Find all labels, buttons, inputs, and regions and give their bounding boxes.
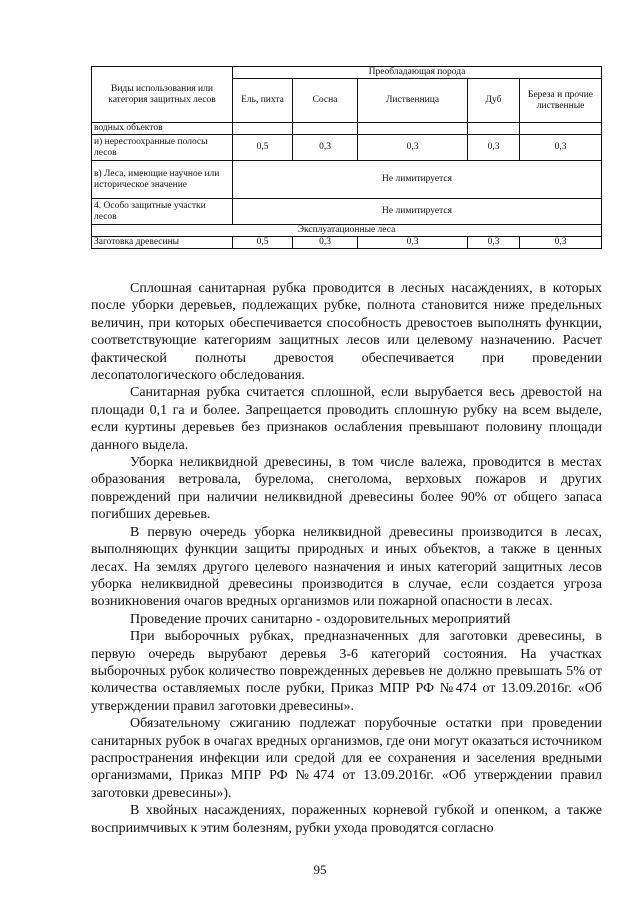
species-header-0: Ель, пихта — [233, 79, 293, 123]
row-i-value: 0,3 — [468, 135, 520, 161]
row-harvest-value: 0,3 — [468, 237, 520, 249]
body-text — [91, 280, 602, 837]
species-header-4: Береза и прочие лиственные — [520, 79, 602, 123]
section-heading: Проведение прочих санитарно - оздоровительных мероприятий — [130, 611, 511, 627]
row-i-value: 0,3 — [520, 135, 602, 161]
row-i-value: 0,5 — [233, 135, 293, 161]
species-header-3: Дуб — [468, 79, 520, 123]
row-harvest-value: 0,5 — [233, 237, 293, 249]
paragraph: В первую очередь уборка неликвидной древесины производится в лесах, выполняющих функции защиты природных и иных объектов, а также в ценных лесах. На землях другого целевого назначения и иных категорий защитных лесов уборка неликвидной древесины производится в случае, если создается угроза возникновения очагов вредных организмов или пожарной опасности в лесах. — [91, 524, 602, 610]
table-header-species-group: Преобладающая порода — [233, 67, 602, 79]
table-header-usage: Виды использования или категория защитных лесов — [92, 67, 233, 123]
paragraph: В хвойных насаждениях, пораженных корневой губкой и опенком, а также восприимчивых к этим болезням, рубки ухода проводятся согласно — [91, 803, 602, 836]
paragraph: Уборка неликвидной древесины, в том числе валежа, проводится в местах образования ветровала, бурелома, снеголома, верховых пожаров и других повреждений при наличии неликвидной древесины более 90% от общего запаса погибших деревьев. — [91, 455, 602, 523]
row-4-note: Не лимитируется — [233, 199, 602, 225]
row-v-note: Не лимитируется — [233, 161, 602, 199]
species-header-1: Сосна — [293, 79, 358, 123]
row-harvest-value: 0,3 — [293, 237, 358, 249]
table-row — [92, 135, 602, 161]
paragraph: Обязательному сжиганию подлежат порубочные остатки при проведении санитарных рубок в очагах вредных организмов, где они могут оказаться источником распространения инфекции или средой для ее сохранения и заселения вредными организмами, Приказ МПР РФ №474 от 13.09.2016г. «Об утверждении правил заготовки древесины»). — [91, 716, 602, 801]
row-i-value: 0,3 — [358, 135, 468, 161]
paragraph: При выборочных рубках, предназначенных для заготовки древесины, в первую очередь вырубают деревья 3-6 категорий состояния. На участках выборочных рубок количество поврежденных деревьев не должно превышать 5% от количества оставляемых после рубки, Приказ МПР РФ №474 от 13.09.2016г. «Об утверждении правил заготовки древесины». — [91, 629, 602, 714]
row-4-label: 4. Особо защитные участки лесов — [92, 199, 233, 225]
table-row — [92, 237, 602, 249]
forest-limits-table — [91, 66, 602, 249]
row-i-value: 0,3 — [293, 135, 358, 161]
table-row — [92, 161, 602, 199]
row-harvest-label: Заготовка древесины — [92, 237, 233, 249]
paragraph: Санитарная рубка считается сплошной, если вырубается весь древостой на площади 0,1 га и более. Запрещается проводить сплошную рубку на всем выделе, если куртины деревьев без признаков ослабления превышают половину площади данного выдела. — [91, 385, 602, 453]
row-i-label: и) нерестоохранные полосы лесов — [92, 135, 233, 161]
row-harvest-value: 0,3 — [358, 237, 468, 249]
species-header-2: Лиственница — [358, 79, 468, 123]
row-water-label: водных объектов — [92, 123, 233, 135]
page-number: 95 — [313, 862, 327, 877]
table-row — [92, 199, 602, 225]
paragraph: Сплошная санитарная рубка проводится в лесных насаждениях, в которых после уборки деревьев, подлежащих рубке, полнота становится ниже предельных величин, при которых обеспечивается способность древостоев выполнять функции, соответствующие категориям защитных лесов или целевому назначению. Расчет фактической полноты древостоя обеспечивается при проведении лесопатологического обследования. — [91, 281, 602, 384]
row-harvest-value: 0,3 — [520, 237, 602, 249]
section-exploitation: Эксплуатационные леса — [92, 225, 602, 237]
row-v-label: в) Леса, имеющие научное или историческое значение — [92, 161, 233, 199]
